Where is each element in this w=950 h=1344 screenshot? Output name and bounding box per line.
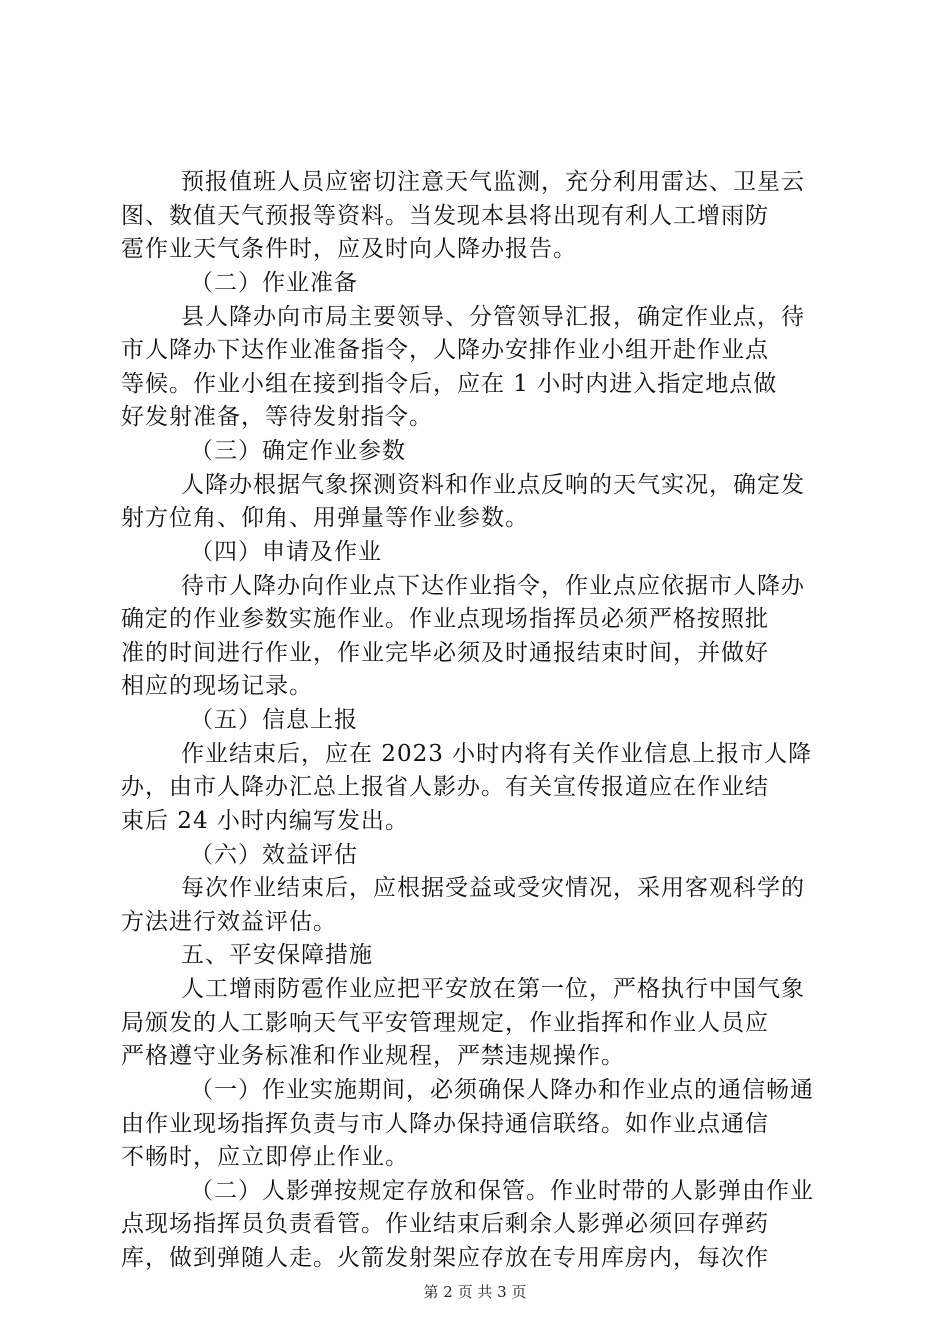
section-heading: 五、平安保障措施	[181, 942, 373, 969]
section-heading: （四）申请及作业	[190, 538, 382, 565]
text-line: 图、数值天气预报等资料。当发现本县将出现有利人工增雨防	[121, 202, 769, 229]
text-line: 方法进行效益评估。	[121, 908, 337, 935]
text-line: 局颁发的人工影响天气平安管理规定，作业指挥和作业人员应	[121, 1009, 769, 1036]
text-line: （二）人影弹按规定存放和保管。作业时带的人影弹由作业	[190, 1177, 814, 1204]
section-heading: （三）确定作业参数	[190, 438, 406, 464]
text-line: 每次作业结束后，应根据受益或受灾情况，采用客观科学的	[181, 875, 805, 902]
text-line: 待市人降办向作业点下达作业指令，作业点应依据市人降办	[181, 572, 805, 599]
text-line: 办，由市人降办汇总上报省人影办。有关宣传报道应在作业结	[121, 774, 769, 801]
text-line: 预报值班人员应密切注意天气监测，充分利用雷达、卫星云	[181, 169, 805, 195]
page-footer: 第 2 页 共 3 页	[423, 1283, 527, 1301]
text-line: （一）作业实施期间，必须确保人降办和作业点的通信畅通	[190, 1076, 814, 1103]
text-line: 库，做到弹随人走。火箭发射架应存放在专用库房内，每次作	[121, 1245, 769, 1271]
text-line: 雹作业天气条件时，应及时向人降办报告。	[121, 236, 577, 263]
text-line: 相应的现场记录。	[121, 673, 313, 700]
text-line: 准的时间进行作业，作业完毕必须及时通报结束时间，并做好	[121, 639, 769, 666]
section-heading: （五）信息上报	[190, 707, 358, 733]
text-line: 射方位角、仰角、用弹量等作业参数。	[121, 505, 529, 532]
text-line: 人工增雨防雹作业应把平安放在第一位，严格执行中国气象	[181, 976, 805, 1002]
text-line: 等候。作业小组在接到指令后，应在 1 小时内进入指定地点做	[121, 370, 778, 397]
text-line: 确定的作业参数实施作业。作业点现场指挥员必须严格按照批	[121, 606, 769, 633]
text-line: 严格遵守业务标准和作业规程，严禁违规操作。	[121, 1043, 625, 1070]
section-heading: （二）作业准备	[190, 269, 358, 296]
text-line: 好发射准备，等待发射指令。	[121, 404, 433, 431]
text-line: 市人降办下达作业准备指令，人降办安排作业小组开赴作业点	[121, 337, 769, 364]
section-heading: （六）效益评估	[190, 841, 358, 868]
text-line: 人降办根据气象探测资料和作业点反响的天气实况，确定发	[181, 471, 805, 498]
text-line: 不畅时，应立即停止作业。	[121, 1144, 409, 1171]
text-line: 束后 24 小时内编写发出。	[121, 807, 409, 834]
text-line: 点现场指挥员负责看管。作业结束后剩余人影弹必须回存弹药	[121, 1211, 769, 1238]
text-line: 作业结束后，应在 2023 小时内将有关作业信息上报市人降	[181, 740, 813, 767]
text-line: 县人降办向市局主要领导、分管领导汇报，确定作业点，待	[181, 303, 805, 330]
text-line: 由作业现场指挥负责与市人降办保持通信联络。如作业点通信	[121, 1110, 769, 1137]
